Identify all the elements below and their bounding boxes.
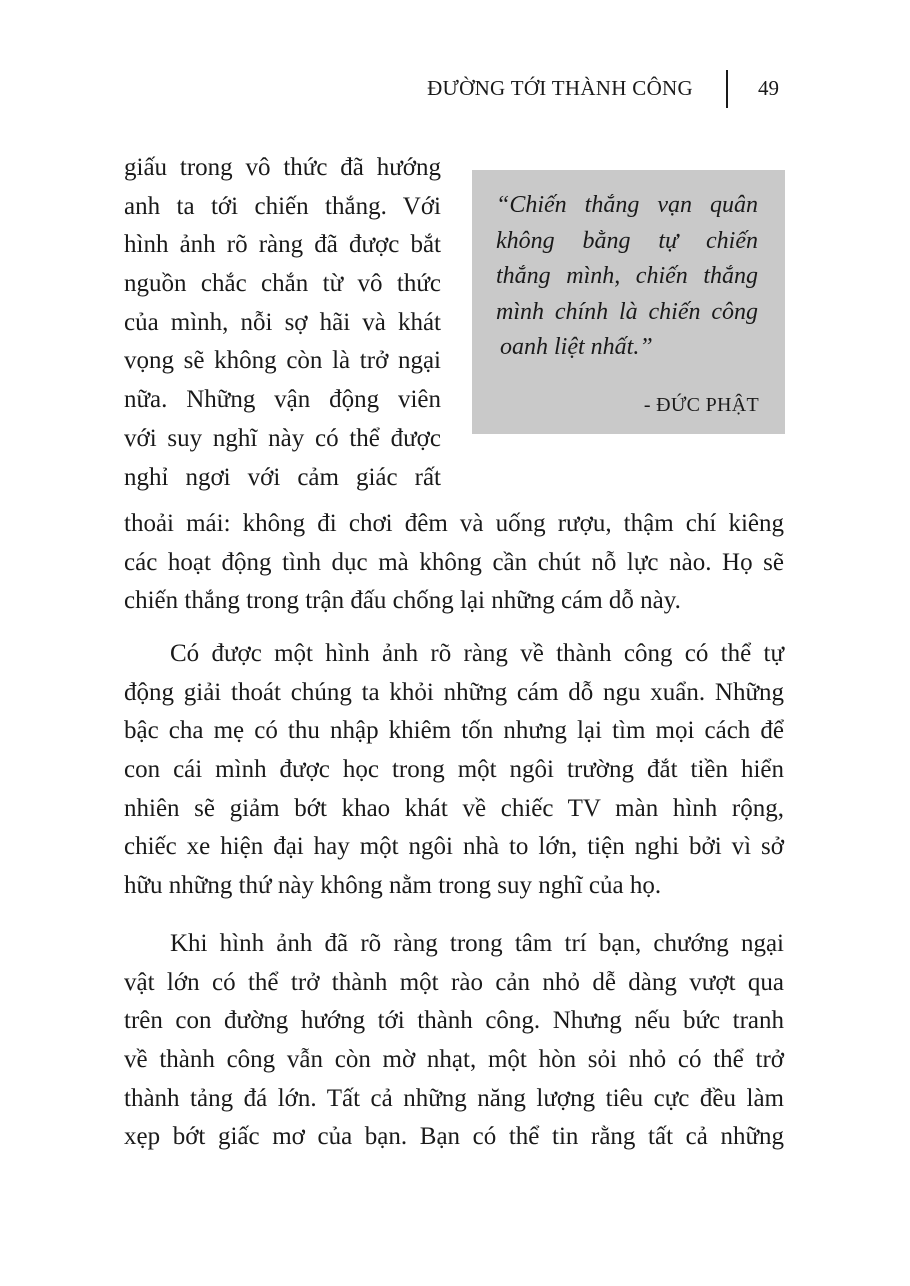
body-line: trên con đường hướng tới thành công. Nhưng nếu bức tranh (124, 1007, 784, 1035)
quote-author: - ĐỨC PHẬT (643, 394, 759, 416)
quote-line: mình chính là chiến công (496, 298, 758, 325)
body-line: thành tảng đá lớn. Tất cả những năng lượng tiêu cực đều làm (124, 1084, 784, 1112)
body-line: hình ảnh rõ ràng đã được bắt (124, 231, 441, 259)
running-header-title: ĐƯỜNG TỚI THÀNH CÔNG (427, 76, 693, 100)
quote-line: oanh liệt nhất.” (500, 334, 653, 360)
body-line: Có được một hình ảnh rõ ràng về thành công có thể tự (170, 640, 784, 667)
body-line: giấu trong vô thức đã hướng (124, 154, 441, 181)
body-line: nghỉ ngơi với cảm giác rất (124, 463, 441, 491)
body-line: vật lớn có thể trở thành một rào cản nhỏ dễ dàng vượt qua (124, 968, 784, 996)
body-line: bậc cha mẹ có thu nhập khiêm tốn nhưng lại tìm mọi cách để (124, 717, 784, 745)
quote-text (496, 188, 758, 366)
body-line: về thành công vẫn còn mờ nhạt, một hòn sỏi nhỏ có thể trở (124, 1046, 784, 1074)
body-line: thoải mái: không đi chơi đêm và uống rượu, thậm chí kiêng (124, 510, 784, 537)
paragraph-1-full-width (124, 505, 784, 621)
page-header (0, 70, 910, 110)
quote-line: thắng mình, chiến thắng (496, 263, 758, 289)
paragraph-1-wrapped-column (124, 149, 441, 497)
body-line: của mình, nỗi sợ hãi và khát (124, 308, 441, 336)
body-line: các hoạt động tình dục mà không cần chút nỗ lực nào. Họ sẽ (124, 548, 784, 576)
body-line: anh ta tới chiến thắng. Với (124, 192, 441, 220)
body-line: động giải thoát chúng ta khỏi những cám dỗ ngu xuẩn. Những (124, 678, 784, 706)
quote-line: “Chiến thắng vạn quân (496, 192, 758, 218)
body-line: với suy nghĩ này có thể được (124, 424, 441, 452)
body-line: xẹp bớt giấc mơ của bạn. Bạn có thể tin rằng tất cả những (124, 1123, 784, 1151)
body-line: chiến thắng trong trận đấu chống lại những cám dỗ này. (124, 587, 681, 615)
paragraph-2 (124, 635, 784, 906)
body-line: con cái mình được học trong một ngôi trường đắt tiền hiển (124, 756, 784, 784)
body-line: Khi hình ảnh đã rõ ràng trong tâm trí bạn, chướng ngại (170, 930, 784, 957)
paragraph-3 (124, 925, 784, 1157)
body-line: nhiên sẽ giảm bớt khao khát về chiếc TV màn hình rộng, (124, 794, 784, 822)
quote-line: không bằng tự chiến (496, 227, 758, 254)
page-number: 49 (758, 76, 779, 100)
header-divider (726, 70, 728, 108)
body-line: vọng sẽ không còn là trở ngại (124, 347, 441, 375)
pull-quote-box (472, 170, 785, 434)
body-line: nữa. Những vận động viên (124, 386, 441, 414)
body-line: chiếc xe hiện đại hay một ngôi nhà to lớn, tiện nghi bởi vì sở (124, 833, 784, 861)
body-line: nguồn chắc chắn từ vô thức (124, 270, 441, 298)
body-line: hữu những thứ này không nằm trong suy nghĩ của họ. (124, 872, 662, 900)
